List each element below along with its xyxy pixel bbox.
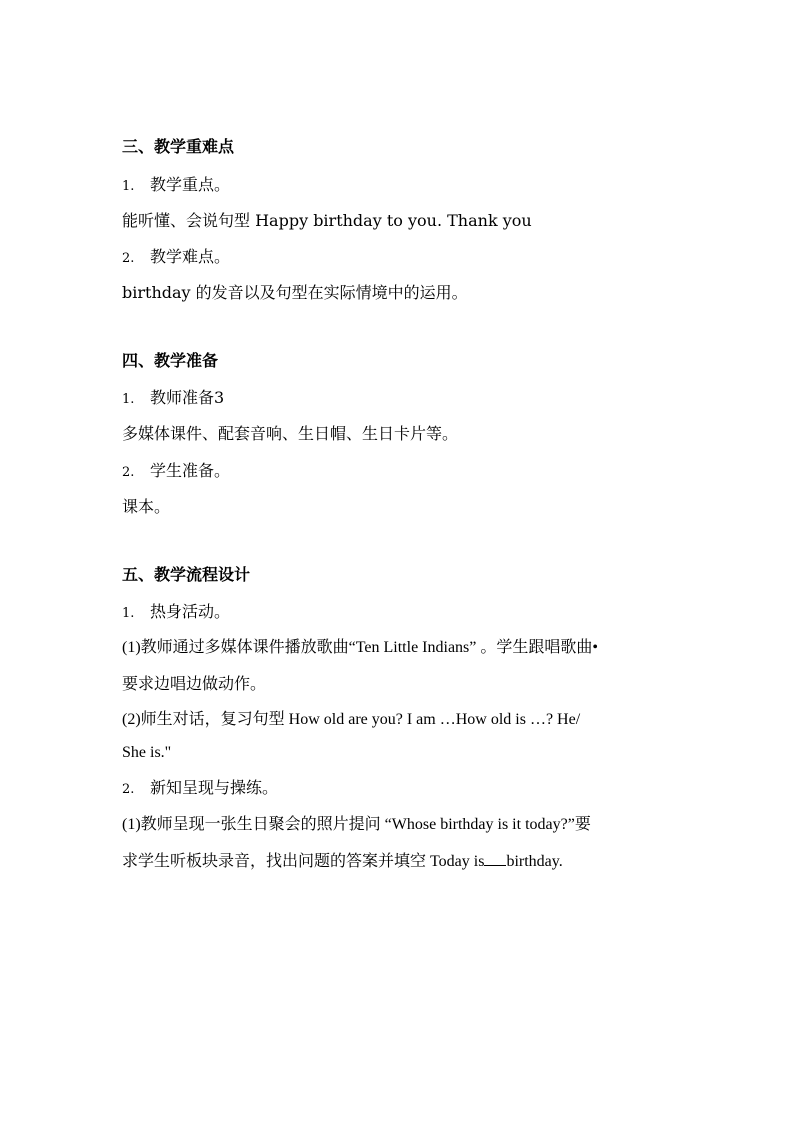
item-number: 1. bbox=[122, 392, 135, 407]
section-3-item-1 bbox=[122, 175, 230, 197]
section-4-heading: 四、教学准备 bbox=[122, 351, 219, 370]
paragraph-3-line-2 bbox=[122, 851, 563, 872]
item-label: 新知呈现与操练。 bbox=[150, 778, 279, 797]
section-3-item-1-text: 能听懂、会说句型 Happy birthday to you. Thank you bbox=[122, 211, 532, 230]
item-label: 教学难点。 bbox=[150, 247, 231, 266]
section-3-item-2 bbox=[122, 247, 230, 269]
item-number: 2. bbox=[122, 782, 135, 797]
paragraph-1-line-2: 要求边唱边做动作。 bbox=[122, 674, 267, 693]
item-label: 教学重点。 bbox=[150, 175, 231, 194]
section-5-item-2 bbox=[122, 778, 278, 800]
item-number: 1. bbox=[122, 179, 135, 194]
paragraph-1-line-1: (1)教师通过多媒体课件播放歌曲“Ten Little Indians” 。学生跟唱歌曲• bbox=[122, 639, 598, 656]
section-5-item-1 bbox=[122, 602, 230, 624]
section-4-item-2 bbox=[122, 461, 230, 483]
section-4-item-2-text: 课本。 bbox=[122, 497, 171, 516]
section-4-item-1 bbox=[122, 388, 224, 410]
item-label: 学生准备。 bbox=[150, 461, 231, 480]
item-number: 1. bbox=[122, 606, 135, 621]
section-5-heading: 五、教学流程设计 bbox=[122, 565, 251, 584]
paragraph-2-line-1: (2)师生对话，复习句型 How old are you? I am …How old is …? He/ bbox=[122, 711, 581, 728]
section-4-item-1-text: 多媒体课件、配套音响、生日帽、生日卡片等。 bbox=[122, 424, 459, 443]
paragraph-3-end: birthday. bbox=[506, 853, 563, 870]
item-number: 2. bbox=[122, 465, 135, 480]
paragraph-3-text: 求学生听板块录音，找出问题的答案并填空 Today is bbox=[122, 853, 485, 870]
section-3-heading: 三、教学重难点 bbox=[122, 137, 235, 156]
section-3-item-2-text: birthday 的发音以及句型在实际情境中的运用。 bbox=[122, 283, 468, 302]
item-number: 2. bbox=[122, 251, 135, 266]
paragraph-2-line-2: She is." bbox=[122, 744, 172, 761]
fill-in-blank bbox=[484, 851, 506, 866]
paragraph-3-line-1: (1)教师呈现一张生日聚会的照片提问 “Whose birthday is it today?”要 bbox=[122, 816, 591, 833]
item-label: 教师准备3 bbox=[150, 388, 225, 407]
item-label: 热身活动。 bbox=[150, 602, 231, 621]
